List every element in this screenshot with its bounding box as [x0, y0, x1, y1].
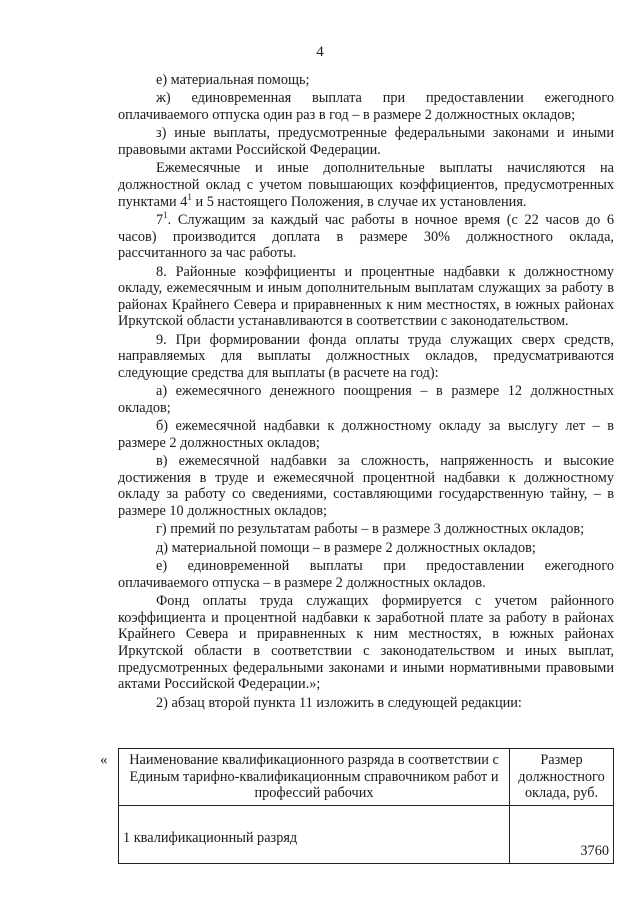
paragraph: з) иные выплаты, предусмотренные федеральными законами и иными правовыми актами Российской Федерации.: [118, 125, 614, 158]
table-row: [119, 805, 614, 863]
paragraph: в) ежемесячной надбавки за сложность, напряженность и высокие достижения в труде и ежемесячной процентной надбавки к должностному окладу за работу со сведениями, составляющими государственную тайну, – в размере 10 должностных окладов;: [118, 453, 614, 520]
salary-table: [118, 748, 614, 864]
header-grade-name: Наименование квалификационного разряда в соответствии с Единым тарифно-квалификационным справочником работ и профессий рабочих: [119, 749, 510, 806]
paragraph-text: 7: [156, 211, 164, 228]
paragraph: 8. Районные коэффициенты и процентные надбавки к должностному окладу, ежемесячным и иным дополнительным выплатам служащих за работу в районах Крайнего Севера и приравненных к ним местностях, в южных районах Иркутской области устанавливаются в соответствии с законодательством.: [118, 263, 614, 330]
paragraph: 9. При формировании фонда оплаты труда служащих сверх средств, направляемых для выплаты должностных окладов, предусматриваются следующие средства для выплаты (в расчете на год):: [118, 331, 614, 381]
paragraph: ж) единовременная выплата при предоставлении ежегодного оплачиваемого отпуска один раз в год – в размере 2 должностных окладов;: [118, 90, 614, 123]
paragraph: д) материальной помощи – в размере 2 должностных окладов;: [156, 539, 536, 556]
paragraph: а) ежемесячного денежного поощрения – в размере 12 должностных окладов;: [118, 383, 614, 416]
superscript: 1: [187, 191, 192, 202]
page-number: 4: [316, 44, 324, 60]
paragraph: е) материальная помощь;: [156, 72, 310, 88]
paragraph: Фонд оплаты труда служащих формируется с учетом районного коэффициента и процентной надбавки к заработной плате за работу в районах Крайнего Севера и приравненных к ним местностях, в южных районах Иркутской области в соответствии с законодательством и иных выплат, предусмотренных федеральными законами и иными нормативными правовыми актами Российской Федерации.»;: [118, 593, 614, 693]
paragraph: г) премий по результатам работы – в размере 3 должностных окладов;: [156, 521, 585, 538]
paragraph: [118, 212, 614, 262]
paragraph: б) ежемесячной надбавки к должностному окладу за выслугу лет – в размере 2 должностных окладов;: [118, 418, 614, 451]
paragraph-text: . Служащим за каждый час работы в ночное время (с 22 часов до 6 часов) производится доплата в размере 30% должностного оклада, рассчитанного за час работы.: [118, 211, 614, 262]
paragraph: 2) абзац второй пункта 11 изложить в следующей редакции:: [156, 694, 522, 711]
document-body: [118, 72, 614, 713]
cell-salary: 3760: [510, 805, 614, 863]
paragraph-text: Ежемесячные и иные дополнительные выплаты начисляются на должностной оклад с учетом повышающих коэффициентов, предусмотренных пунктами 4: [118, 160, 614, 210]
table-header-row: [119, 749, 614, 806]
header-salary: Размер должностного оклада, руб.: [510, 749, 614, 806]
paragraph: е) единовременной выплаты при предоставлении ежегодного оплачиваемого отпуска – в размере 2 должностных окладов.: [118, 558, 614, 591]
superscript: 1: [163, 210, 168, 221]
paragraph-text: и 5 настоящего Положения, в случае их установления.: [191, 193, 527, 210]
opening-quote-mark: «: [100, 752, 108, 768]
cell-grade: 1 квалификационный разряд: [119, 805, 510, 863]
paragraph: [118, 160, 614, 210]
